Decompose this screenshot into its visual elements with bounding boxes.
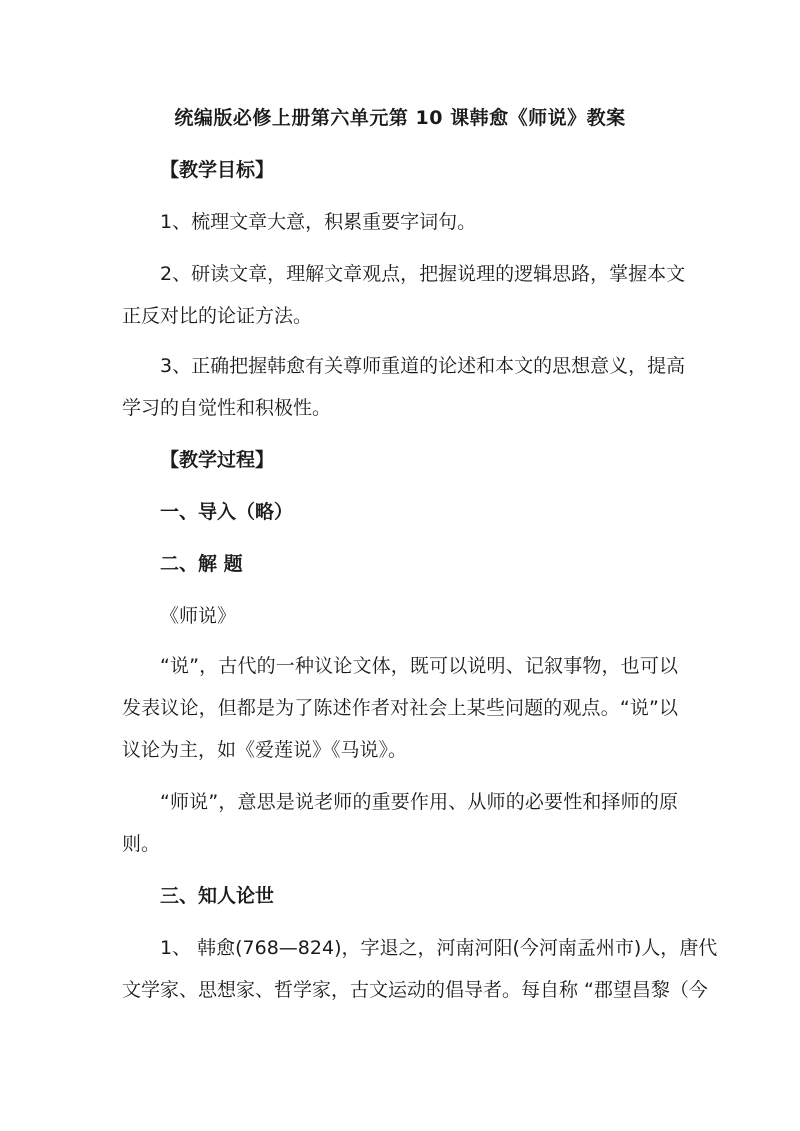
hanyu-paragraph-line-1: 1、 韩愈(768—824)，字退之，河南河阳(今河南孟州市)人，唐代 <box>160 937 718 959</box>
hanyu-paragraph-line-2: 文学家、思想家、哲学家，古文运动的倡导者。每自称 “郡望昌黎（今 <box>122 979 708 1001</box>
shuo-paragraph-line-2: 发表议论，但都是为了陈述作者对社会上某些问题的观点。“说”以 <box>122 697 678 719</box>
objective-3-line-2: 学习的自觉性和积极性。 <box>122 397 332 419</box>
objective-2-line-1: 2、研读文章，理解文章观点，把握说理的逻辑思路，掌握本文 <box>160 263 686 285</box>
objective-3-line-1: 3、正确把握韩愈有关尊师重道的论述和本文的思想意义，提高 <box>160 355 686 377</box>
section-background: 三、知人论世 <box>160 885 275 907</box>
shi-shuo-title: 《师说》 <box>160 605 237 627</box>
section-title-explanation: 二、解 题 <box>160 553 243 575</box>
objective-2-line-2: 正反对比的论证方法。 <box>122 305 313 327</box>
heading-teaching-objectives: 【教学目标】 <box>160 159 275 181</box>
shuo-paragraph-line-1: “说”，古代的一种议论文体，既可以说明、记叙事物，也可以 <box>160 655 678 677</box>
shishuo-paragraph-line-1: “师说”，意思是说老师的重要作用、从师的必要性和择师的原 <box>160 791 678 813</box>
document-title: 统编版必修上册第六单元第 10 课韩愈《师说》教案 <box>174 107 626 129</box>
objective-1: 1、梳理文章大意，积累重要字词句。 <box>160 211 477 233</box>
shishuo-paragraph-line-2: 则。 <box>122 833 161 855</box>
heading-teaching-process: 【教学过程】 <box>160 449 275 471</box>
section-introduction: 一、导入（略） <box>160 501 294 523</box>
shuo-paragraph-line-3: 议论为主，如《爱莲说》《马说》。 <box>122 739 408 761</box>
